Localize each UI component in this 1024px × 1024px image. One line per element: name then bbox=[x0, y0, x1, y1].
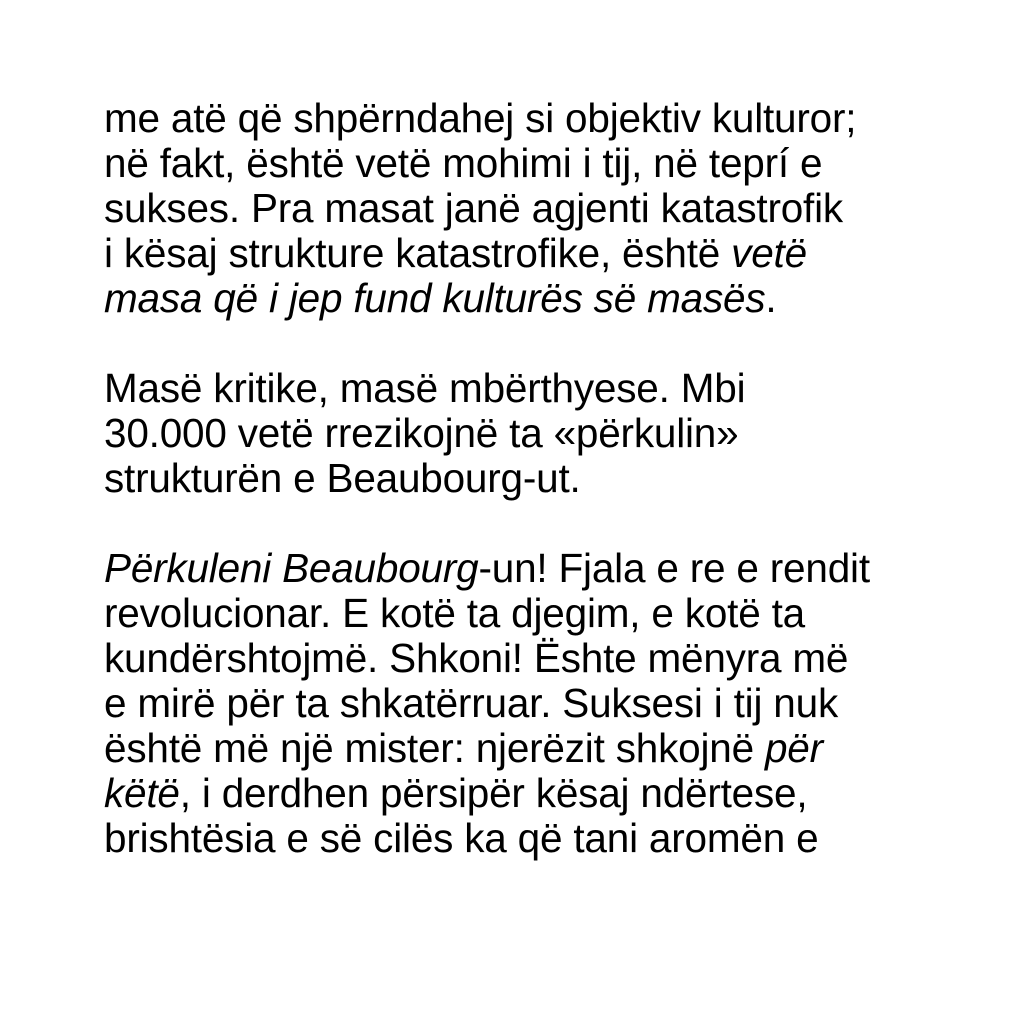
text-run: strukturën e Beaubourg-ut. bbox=[104, 455, 581, 501]
text-line bbox=[104, 231, 984, 276]
text-line bbox=[104, 141, 984, 186]
text-run: sukses. Pra masat janë agjenti katastrofik bbox=[104, 185, 843, 231]
italic-text-run: për bbox=[764, 725, 823, 771]
italic-text-run: masa që i jep fund kulturës së masës bbox=[104, 275, 766, 321]
text-run: e mirë për ta shkatërruar. Suksesi i tij nuk bbox=[104, 680, 839, 726]
document-page bbox=[104, 96, 984, 906]
text-line bbox=[104, 276, 984, 321]
text-run: në fakt, është vetë mohimi i tij, në teprí e bbox=[104, 140, 823, 186]
text-line bbox=[104, 591, 984, 636]
text-line bbox=[104, 186, 984, 231]
italic-text-run: Përkuleni Beaubourg bbox=[104, 545, 479, 591]
text-line bbox=[104, 411, 984, 456]
text-run: është më një mister: njerëzit shkojnë bbox=[104, 725, 765, 771]
text-run: 30.000 vetë rrezikojnë ta «përkulin» bbox=[104, 410, 739, 456]
text-run: i kësaj strukture katastrofike, është bbox=[104, 230, 732, 276]
text-run: kundërshtojmë. Shkoni! Ështe mënyra më bbox=[104, 635, 849, 681]
text-line bbox=[104, 456, 984, 501]
text-line bbox=[104, 681, 984, 726]
text-line bbox=[104, 96, 984, 141]
paragraph bbox=[104, 366, 984, 501]
text-line bbox=[104, 546, 984, 591]
paragraph bbox=[104, 546, 984, 861]
text-run: , i derdhen përsipër kësaj ndërtese, bbox=[179, 770, 808, 816]
text-line bbox=[104, 816, 984, 861]
text-run: Masë kritike, masë mbërthyese. Mbi bbox=[104, 365, 746, 411]
italic-text-run: këtë bbox=[104, 770, 180, 816]
text-line bbox=[104, 636, 984, 681]
paragraph bbox=[104, 96, 984, 321]
text-line bbox=[104, 366, 984, 411]
text-run: me atë që shpërndahej si objektiv kulturor; bbox=[104, 95, 857, 141]
text-line bbox=[104, 726, 984, 771]
text-run: . bbox=[765, 275, 777, 321]
italic-text-run: vetë bbox=[731, 230, 807, 276]
text-run: revolucionar. E kotë ta djegim, e kotë ta bbox=[104, 590, 805, 636]
text-line bbox=[104, 771, 984, 816]
text-run: -un! Fjala e re e rendit bbox=[478, 545, 870, 591]
text-run: brishtësia e së cilës ka që tani aromën e bbox=[104, 815, 819, 861]
